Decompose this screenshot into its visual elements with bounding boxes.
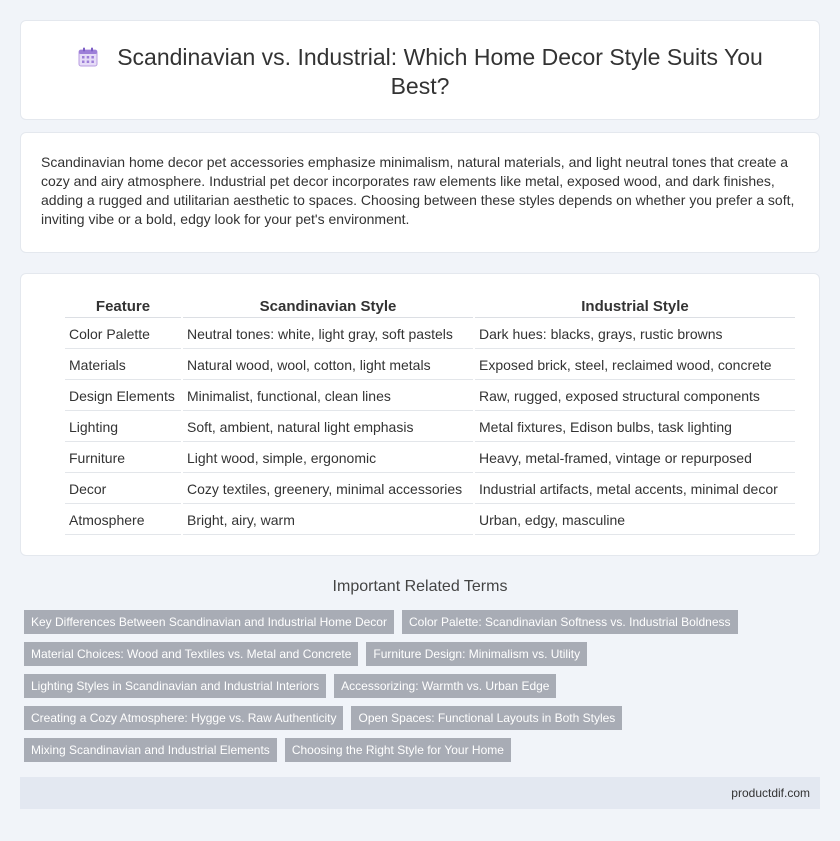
related-term-tag[interactable]: Creating a Cozy Atmosphere: Hygge vs. Raw Authenticity <box>24 706 343 730</box>
cell-scandinavian: Natural wood, wool, cotton, light metals <box>183 351 473 380</box>
cell-feature: Lighting <box>65 413 181 442</box>
header-feature: Feature <box>65 296 181 318</box>
cell-scandinavian: Soft, ambient, natural light emphasis <box>183 413 473 442</box>
footer-site-link[interactable]: productdif.com <box>731 786 810 800</box>
related-term-tag[interactable]: Furniture Design: Minimalism vs. Utility <box>366 642 587 666</box>
page-title-wrap <box>21 43 819 101</box>
cell-feature: Design Elements <box>65 382 181 411</box>
page-title: Scandinavian vs. Industrial: Which Home Decor Style Suits You Best? <box>117 44 763 99</box>
tag-row <box>24 610 824 634</box>
related-term-tag[interactable]: Material Choices: Wood and Textiles vs. Metal and Concrete <box>24 642 358 666</box>
table-row <box>65 382 795 411</box>
related-term-tag[interactable]: Mixing Scandinavian and Industrial Elements <box>24 738 277 762</box>
cell-feature: Decor <box>65 475 181 504</box>
cell-feature: Furniture <box>65 444 181 473</box>
cell-industrial: Urban, edgy, masculine <box>475 506 795 535</box>
tag-row <box>24 642 824 666</box>
related-term-tag[interactable]: Key Differences Between Scandinavian and Industrial Home Decor <box>24 610 394 634</box>
cell-scandinavian: Bright, airy, warm <box>183 506 473 535</box>
cell-industrial: Dark hues: blacks, grays, rustic browns <box>475 320 795 349</box>
related-term-tag[interactable]: Lighting Styles in Scandinavian and Industrial Interiors <box>24 674 326 698</box>
cell-feature: Atmosphere <box>65 506 181 535</box>
table-row <box>65 320 795 349</box>
header-card <box>20 20 820 120</box>
table-row <box>65 351 795 380</box>
related-terms-tags <box>24 610 824 770</box>
cell-industrial: Heavy, metal-framed, vintage or repurposed <box>475 444 795 473</box>
cell-scandinavian: Cozy textiles, greenery, minimal accessories <box>183 475 473 504</box>
cell-industrial: Industrial artifacts, metal accents, minimal decor <box>475 475 795 504</box>
cell-scandinavian: Light wood, simple, ergonomic <box>183 444 473 473</box>
related-term-tag[interactable]: Color Palette: Scandinavian Softness vs. Industrial Boldness <box>402 610 738 634</box>
footer <box>20 777 820 809</box>
related-term-tag[interactable]: Choosing the Right Style for Your Home <box>285 738 511 762</box>
table-row <box>65 506 795 535</box>
tag-row <box>24 674 824 698</box>
cell-industrial: Metal fixtures, Edison bulbs, task lighting <box>475 413 795 442</box>
tag-row <box>24 706 824 730</box>
header-industrial: Industrial Style <box>475 296 795 318</box>
cell-scandinavian: Minimalist, functional, clean lines <box>183 382 473 411</box>
calendar-icon <box>77 46 99 68</box>
table-row <box>65 475 795 504</box>
intro-paragraph: Scandinavian home decor pet accessories emphasize minimalism, natural materials, and light neutral tones that create a cozy and airy atmosphere. Industrial pet decor incorporates raw elements like metal, exposed wood, and dark finishes, adding a rugged and utilitarian aesthetic to spaces. Choosing between these styles depends on whether you prefer a soft, inviting vibe or a bold, edgy look for your pet's environment. <box>41 154 795 227</box>
cell-industrial: Exposed brick, steel, reclaimed wood, concrete <box>475 351 795 380</box>
table-row <box>65 413 795 442</box>
header-scandinavian: Scandinavian Style <box>183 296 473 318</box>
cell-industrial: Raw, rugged, exposed structural components <box>475 382 795 411</box>
cell-scandinavian: Neutral tones: white, light gray, soft pastels <box>183 320 473 349</box>
related-term-tag[interactable]: Accessorizing: Warmth vs. Urban Edge <box>334 674 556 698</box>
cell-feature: Materials <box>65 351 181 380</box>
comparison-table-card <box>20 273 820 556</box>
table-row <box>65 444 795 473</box>
cell-feature: Color Palette <box>65 320 181 349</box>
intro-card <box>20 132 820 253</box>
related-term-tag[interactable]: Open Spaces: Functional Layouts in Both Styles <box>351 706 622 730</box>
comparison-table <box>63 294 797 537</box>
tag-row <box>24 738 824 762</box>
table-header-row <box>65 296 795 318</box>
related-terms-heading: Important Related Terms <box>332 578 508 595</box>
